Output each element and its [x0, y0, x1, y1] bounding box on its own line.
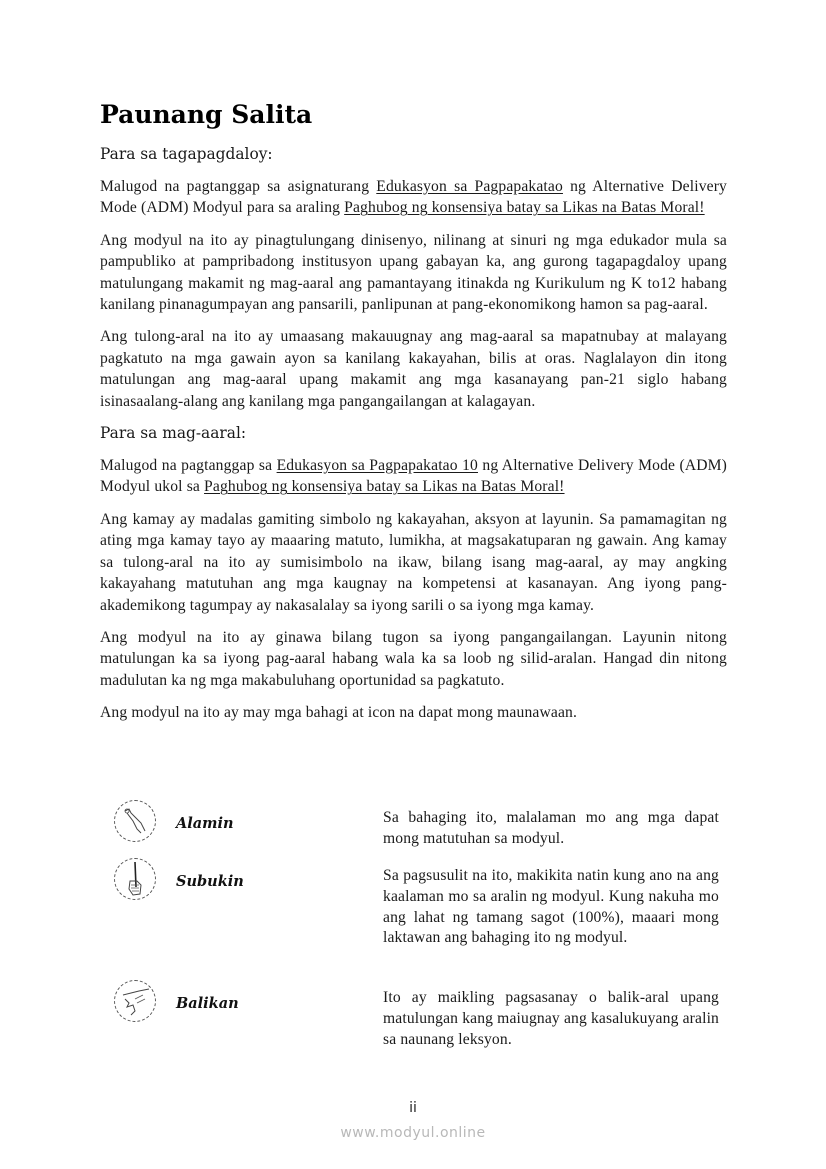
section-description: Sa pagsusulit na ito, makikita natin kung ano na ang kaalaman mo sa aralin ng modyul. Kung nakuha mo ang lahat ng tamang sagot (100%), maaari mong laktawan ang bahaging ito ng modyul.	[383, 867, 719, 947]
learner-paragraph-2: Ang kamay ay madalas gamiting simbolo ng kakayahan, aksyon at layunin. Sa pamamagitan ng ating mga kamay tayo ay maaaring matuto, lumikha, at magsakatuparan ng gawain. Ang kamay sa tulong-aral na ito ay sumisimbolo na ikaw, bilang isang mag-aaral, ay may angking kakayahang matutuhan ang mga kaugnay na kompetensi at kasanayan. Ang iyong pang-akademikong tagumpay ay nakasalalay sa iyong sarili o sa iyong mga kamay.	[100, 510, 727, 614]
section-label: Alamin	[176, 815, 234, 832]
facilitator-paragraph-2: Ang modyul na ito ay pinagtulungang dinisenyo, nilinang at sinuri ng mga edukador mula sa pampubliko at pampribadong institusyon upang gabayan ka, ang gurong tagapagdaloy upang matulungang makamit ng mag-aaral ang pamantayang itinakda ng Kurikulum ng K to12 habang kanilang pinanagumpayan ang pansarili, panlipunan at pang-ekonomikong hamon sa pag-aaral.	[100, 231, 727, 314]
hand-writing-icon	[114, 980, 156, 1022]
page-number: ii	[409, 1100, 417, 1116]
lesson-link: Paghubog ng konsensiya batay sa Likas na Batas Moral!	[344, 199, 705, 217]
hand-pointing-icon	[114, 800, 156, 842]
watermark: www.modyul.online	[340, 1125, 486, 1141]
learner-paragraph-1	[100, 455, 727, 498]
facilitator-paragraph-1	[100, 176, 727, 219]
hand-holding-pencil-icon	[114, 858, 156, 900]
section-label: Balikan	[176, 995, 239, 1012]
text: Malugod na pagtanggap sa asignaturang	[100, 178, 377, 195]
lesson-link: Paghubog ng konsensiya batay sa Likas na Batas Moral!	[204, 478, 565, 496]
learner-heading: Para sa mag-aaral:	[100, 424, 247, 443]
learner-paragraph-3: Ang modyul na ito ay ginawa bilang tugon sa iyong pangangailangan. Layunin nitong matulungan ka sa iyong pag-aaral habang wala ka sa loob ng silid-aralan. Hangad din nitong madulutan ka ng mga makabuluhang oportunidad sa pagkatuto.	[100, 628, 727, 689]
facilitator-heading: Para sa tagapagdaloy:	[100, 145, 273, 163]
page-title: Paunang Salita	[100, 100, 313, 129]
subject-link: Edukasyon sa Pagpapakatao	[376, 178, 563, 195]
subject-link: Edukasyon sa Pagpapakatao 10	[276, 457, 478, 475]
section-label: Subukin	[176, 873, 244, 890]
page-content	[100, 99, 727, 724]
facilitator-paragraph-3: Ang tulong-aral na ito ay umaasang makauugnay ang mag-aaral sa mapatnubay at malayang pagkatuto na mga gawain ayon sa kanilang kakayahan, bilis at oras. Naglalayon din itong matulungan ang mag-aaral upang makamit ang mga kasanayang pan-21 siglo habang isinasaalang-alang ang kanilang mga pangangailangan at kalagayan.	[100, 328, 727, 410]
learner-paragraph-4: Ang modyul na ito ay may mga bahagi at icon na dapat mong maunawaan.	[100, 704, 578, 722]
text: ng Alternative Delivery Mode (ADM) Modyul ukol sa	[100, 457, 727, 496]
section-description: Sa bahaging ito, malalaman mo ang mga dapat mong matutuhan sa modyul.	[383, 809, 719, 847]
text: Malugod na pagtanggap sa	[100, 457, 277, 475]
text: ng Alternative Delivery Mode (ADM) Modyul para sa araling	[100, 178, 727, 217]
section-description: Ito ay maikling pagsasanay o balik-aral upang matulungan kang maiugnay ang kasalukuyang aralin sa naunang leksyon.	[383, 989, 719, 1048]
